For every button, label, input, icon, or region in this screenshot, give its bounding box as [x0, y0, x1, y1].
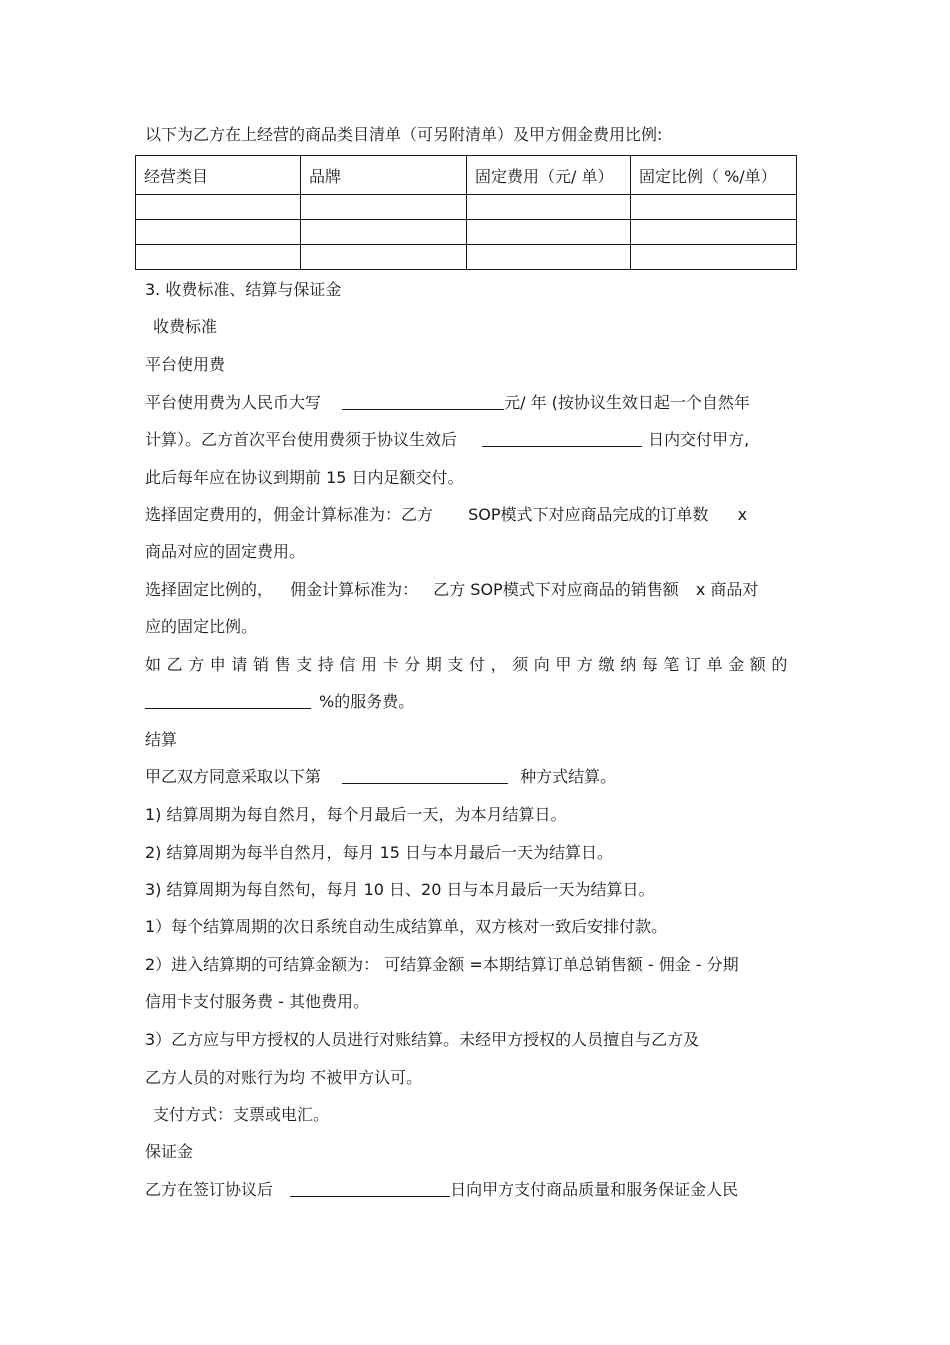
fill-in-blank — [342, 393, 504, 410]
table-cell — [467, 245, 631, 270]
table-cell — [136, 220, 301, 245]
table-row — [136, 220, 797, 245]
table-header-row — [136, 156, 797, 195]
text-segment: 乙方在签订协议后 — [145, 1180, 274, 1199]
table-cell — [467, 195, 631, 220]
table-cell — [631, 195, 797, 220]
table-cell — [631, 245, 797, 270]
settlement-option-1: 1) 结算周期为每自然月，每个月最后一天，为本月结算日。 — [145, 805, 567, 824]
section-title: 3. 收费标准、结算与保证金 — [145, 280, 342, 299]
settlement-rule-3-line-2: 乙方人员的对账行为均 不被甲方认可。 — [145, 1068, 423, 1087]
table-row — [136, 195, 797, 220]
table-cell — [301, 245, 467, 270]
table-cell — [301, 195, 467, 220]
settlement-rule-1: 1）每个结算周期的次日系统自动生成结算单，双方核对一致后安排付款。 — [145, 917, 668, 936]
text-segment: 乙方 SOP模式下对应商品的销售额 — [433, 580, 679, 599]
platform-fee-line-2 — [145, 430, 749, 450]
text-segment: SOP模式下对应商品完成的订单数 — [468, 505, 709, 524]
fill-in-blank — [342, 767, 508, 784]
deposit-line-1 — [145, 1180, 738, 1200]
table-cell — [467, 220, 631, 245]
text-segment: 选择固定费用的，佣金计算标准为：乙方 — [145, 505, 434, 524]
payment-method: 支付方式：支票或电汇。 — [153, 1105, 330, 1124]
subsection-title: 收费标准 — [153, 317, 218, 336]
settlement-rule-2-line-2: 信用卡支付服务费 - 其他费用。 — [145, 992, 369, 1011]
settlement-choice-line — [145, 767, 616, 787]
table-row — [136, 245, 797, 270]
table-cell — [136, 245, 301, 270]
table-header-cell: 固定比例（ %/单） — [631, 156, 797, 195]
table-header-cell: 固定费用（元/ 单） — [467, 156, 631, 195]
text-segment: 种方式结算。 — [520, 767, 617, 786]
text-segment: 平台使用费为人民币大写 — [145, 393, 322, 412]
text-segment: 计算）。乙方首次平台使用费须于协议生效后 — [145, 430, 458, 449]
settlement-option-2: 2) 结算周期为每半自然月，每月 15 日与本月最后一天为结算日。 — [145, 843, 614, 862]
fixed-fee-line-2: 商品对应的固定费用。 — [145, 542, 306, 561]
subsection-title: 保证金 — [145, 1142, 194, 1161]
fill-in-blank — [145, 692, 311, 709]
fixed-ratio-line-2: 应的固定比例。 — [145, 617, 258, 636]
platform-fee-line-1 — [145, 393, 750, 413]
credit-line-2 — [145, 692, 414, 712]
table-header-cell: 品牌 — [301, 156, 467, 195]
subsection-title: 结算 — [145, 730, 178, 749]
credit-line-1: 如乙方申请销售支持信用卡分期支付，须向甲方缴纳每笔订单金额的 — [145, 655, 794, 674]
text-segment: 日向甲方支付商品质量和服务保证金人民 — [450, 1180, 739, 1199]
settlement-rule-2-line-1: 2）进入结算期的可结算金额为： 可结算金额 =本期结算订单总销售额 - 佣金 - 分期 — [145, 955, 739, 974]
text-segment: 甲乙双方同意采取以下第 — [145, 767, 322, 786]
fill-in-blank — [482, 430, 642, 447]
platform-fee-line-3: 此后每年应在协议到期前 15 日内足额交付。 — [145, 468, 464, 487]
settlement-rule-3-line-1: 3）乙方应与甲方授权的人员进行对账结算。未经甲方授权的人员擅自与乙方及 — [145, 1030, 700, 1049]
settlement-option-3: 3) 结算周期为每自然旬，每月 10 日、20 日与本月最后一天为结算日。 — [145, 880, 655, 899]
fixed-ratio-line-1 — [145, 580, 758, 600]
table-header-cell: 经营类目 — [136, 156, 301, 195]
fill-in-blank — [290, 1180, 450, 1197]
table-cell — [631, 220, 797, 245]
text-segment: x — [737, 505, 748, 524]
table-cell — [301, 220, 467, 245]
text-segment: %的服务费。 — [319, 692, 415, 711]
text-segment: x 商品对 — [695, 580, 759, 599]
text-segment: 佣金计算标准为： — [290, 580, 419, 599]
text-segment: 日内交付甲方, — [648, 430, 750, 449]
category-table — [135, 155, 797, 270]
text-segment: 元/ 年 (按协议生效日起一个自然年 — [504, 393, 750, 412]
table-cell — [136, 195, 301, 220]
intro-text: 以下为乙方在上经营的商品类目清单（可另附清单）及甲方佣金费用比例: — [145, 125, 663, 144]
text-segment: 选择固定比例的， — [145, 580, 274, 599]
fixed-fee-line-1 — [145, 505, 747, 525]
subsection-title: 平台使用费 — [145, 355, 226, 374]
